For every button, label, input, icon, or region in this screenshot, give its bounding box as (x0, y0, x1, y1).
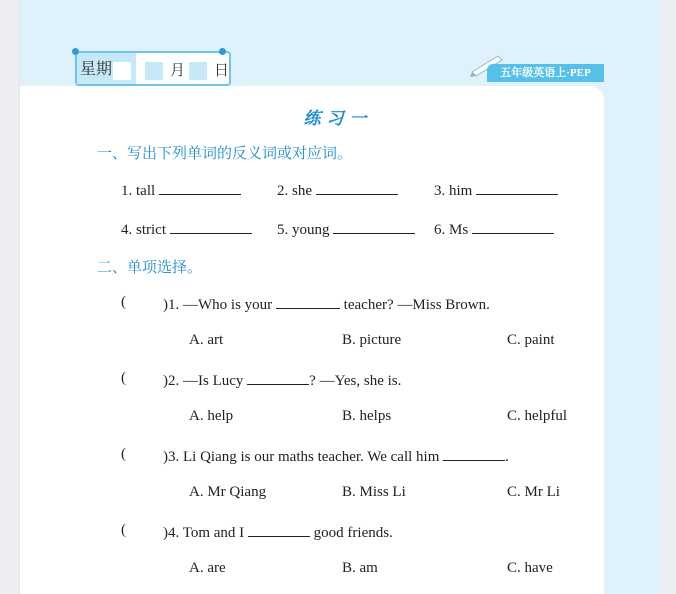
question-text: Li Qiang is our maths teacher. We call him (183, 449, 440, 465)
question-text: Tom and I (182, 525, 245, 541)
section1-heading: 一、写出下列单词的反义词或对应词。 (97, 144, 353, 162)
day-blank (189, 62, 207, 80)
question-text: teacher? —Miss Brown. (343, 297, 490, 313)
word-text: 6. Ms (434, 222, 469, 238)
question-stem (163, 370, 401, 390)
question-paren: ( (121, 294, 126, 310)
word-text: 1. tall (121, 183, 156, 199)
question-stem (163, 522, 393, 542)
answer-blank[interactable] (170, 219, 252, 234)
word-text: 4. strict (121, 222, 166, 238)
word-text: 5. young (277, 222, 330, 238)
question-text: —Who is your (183, 297, 273, 313)
answer-blank[interactable] (276, 294, 340, 309)
weekday-blank (113, 62, 131, 80)
option-c[interactable]: C. helpful (507, 408, 567, 424)
word-item (121, 219, 252, 239)
question-number: )3. (163, 449, 180, 465)
page-title: 练习一 (303, 109, 373, 129)
question-stem (163, 446, 509, 466)
answer-blank[interactable] (248, 522, 310, 537)
word-item (121, 180, 241, 200)
answer-blank[interactable] (443, 446, 505, 461)
option-a[interactable]: A. art (189, 332, 224, 348)
answer-blank[interactable] (159, 180, 241, 195)
word-item (434, 219, 554, 239)
book-badge: 五年级英语上·PEP (487, 64, 604, 82)
page-gutter-left (0, 0, 20, 594)
question-paren: ( (121, 446, 126, 462)
word-item (434, 180, 558, 200)
option-b[interactable]: B. picture (342, 332, 402, 348)
question-text: . (505, 449, 509, 465)
day-label: 日 (214, 61, 230, 79)
answer-blank[interactable] (472, 219, 554, 234)
question-text: ? —Yes, she is. (309, 373, 402, 389)
question-paren: ( (121, 370, 126, 386)
answer-blank[interactable] (247, 370, 309, 385)
question-text: —Is Lucy (183, 373, 244, 389)
option-a[interactable]: A. Mr Qiang (189, 484, 267, 500)
option-b[interactable]: B. Miss Li (342, 484, 406, 500)
month-blank (145, 62, 163, 80)
option-b[interactable]: B. am (342, 560, 378, 576)
answer-blank[interactable] (476, 180, 558, 195)
month-label: 月 (170, 61, 186, 79)
question-stem (163, 294, 490, 314)
word-item (277, 219, 415, 239)
word-item (277, 180, 398, 200)
option-b[interactable]: B. helps (342, 408, 392, 424)
section2-heading: 二、单项选择。 (97, 258, 203, 276)
word-text: 2. she (277, 183, 312, 199)
option-c[interactable]: C. paint (507, 332, 555, 348)
option-c[interactable]: C. Mr Li (507, 484, 560, 500)
option-c[interactable]: C. have (507, 560, 553, 576)
question-number: )2. (163, 373, 180, 389)
date-box (75, 51, 231, 86)
word-text: 3. him (434, 183, 473, 199)
answer-blank[interactable] (316, 180, 398, 195)
question-paren: ( (121, 522, 126, 538)
pin-icon (219, 48, 226, 55)
option-a[interactable]: A. help (189, 408, 234, 424)
weekday-text: 星期 (80, 59, 113, 78)
answer-blank[interactable] (333, 219, 415, 234)
pin-icon (72, 48, 79, 55)
option-a[interactable]: A. are (189, 560, 226, 576)
question-number: )4. (163, 525, 180, 541)
page-gutter-right (660, 0, 676, 594)
question-text: good friends. (313, 525, 393, 541)
question-number: )1. (163, 297, 180, 313)
